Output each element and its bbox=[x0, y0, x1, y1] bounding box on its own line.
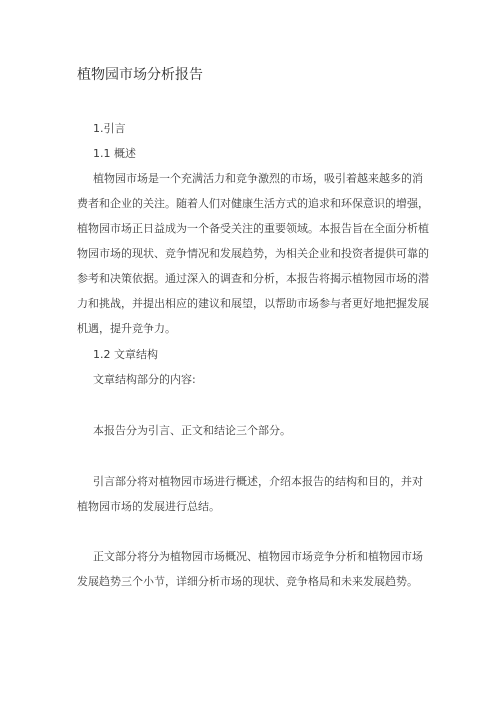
paragraph-line: 力和挑战，并提出相应的建议和展望，以帮助市场参与者更好地把握发展 bbox=[77, 297, 429, 310]
paragraph-line: 费者和企业的关注。随着人们对健康生活方式的追求和环保意识的增强， bbox=[77, 197, 429, 210]
paragraph-line: 参考和决策依据。通过深入的调查和分析，本报告将揭示植物园市场的潜 bbox=[77, 272, 429, 285]
paragraph-line: 物园市场的现状、竞争情况和发展趋势，为相关企业和投资者提供可靠的 bbox=[77, 247, 429, 260]
document-title: 植物园市场分析报告 bbox=[77, 67, 203, 83]
paragraph-line: 正文部分将分为植物园市场概况、植物园市场竞争分析和植物园市场 bbox=[93, 550, 423, 563]
paragraph-line: 机遇，提升竞争力。 bbox=[77, 322, 176, 335]
paragraph-line: 本报告分为引言、正文和结论三个部分。 bbox=[93, 424, 291, 437]
structure-intro: 文章结构部分的内容: bbox=[93, 373, 196, 386]
section-heading-introduction: 1.引言 bbox=[93, 122, 126, 135]
paragraph-line: 引言部分将对植物园市场进行概述，介绍本报告的结构和目的，并对 bbox=[93, 475, 423, 488]
section-heading-structure: 1.2 文章结构 bbox=[93, 348, 158, 361]
section-heading-overview: 1.1 概述 bbox=[93, 147, 136, 160]
paragraph-line: 植物园市场正日益成为一个备受关注的重要领域。本报告旨在全面分析植 bbox=[77, 222, 429, 235]
paragraph-line: 发展趋势三个小节，详细分析市场的现状、竞争格局和未来发展趋势。 bbox=[77, 575, 418, 588]
paragraph-line: 植物园市场是一个充满活力和竞争激烈的市场，吸引着越来越多的消 bbox=[93, 172, 423, 185]
paragraph-line: 植物园市场的发展进行总结。 bbox=[77, 500, 220, 513]
